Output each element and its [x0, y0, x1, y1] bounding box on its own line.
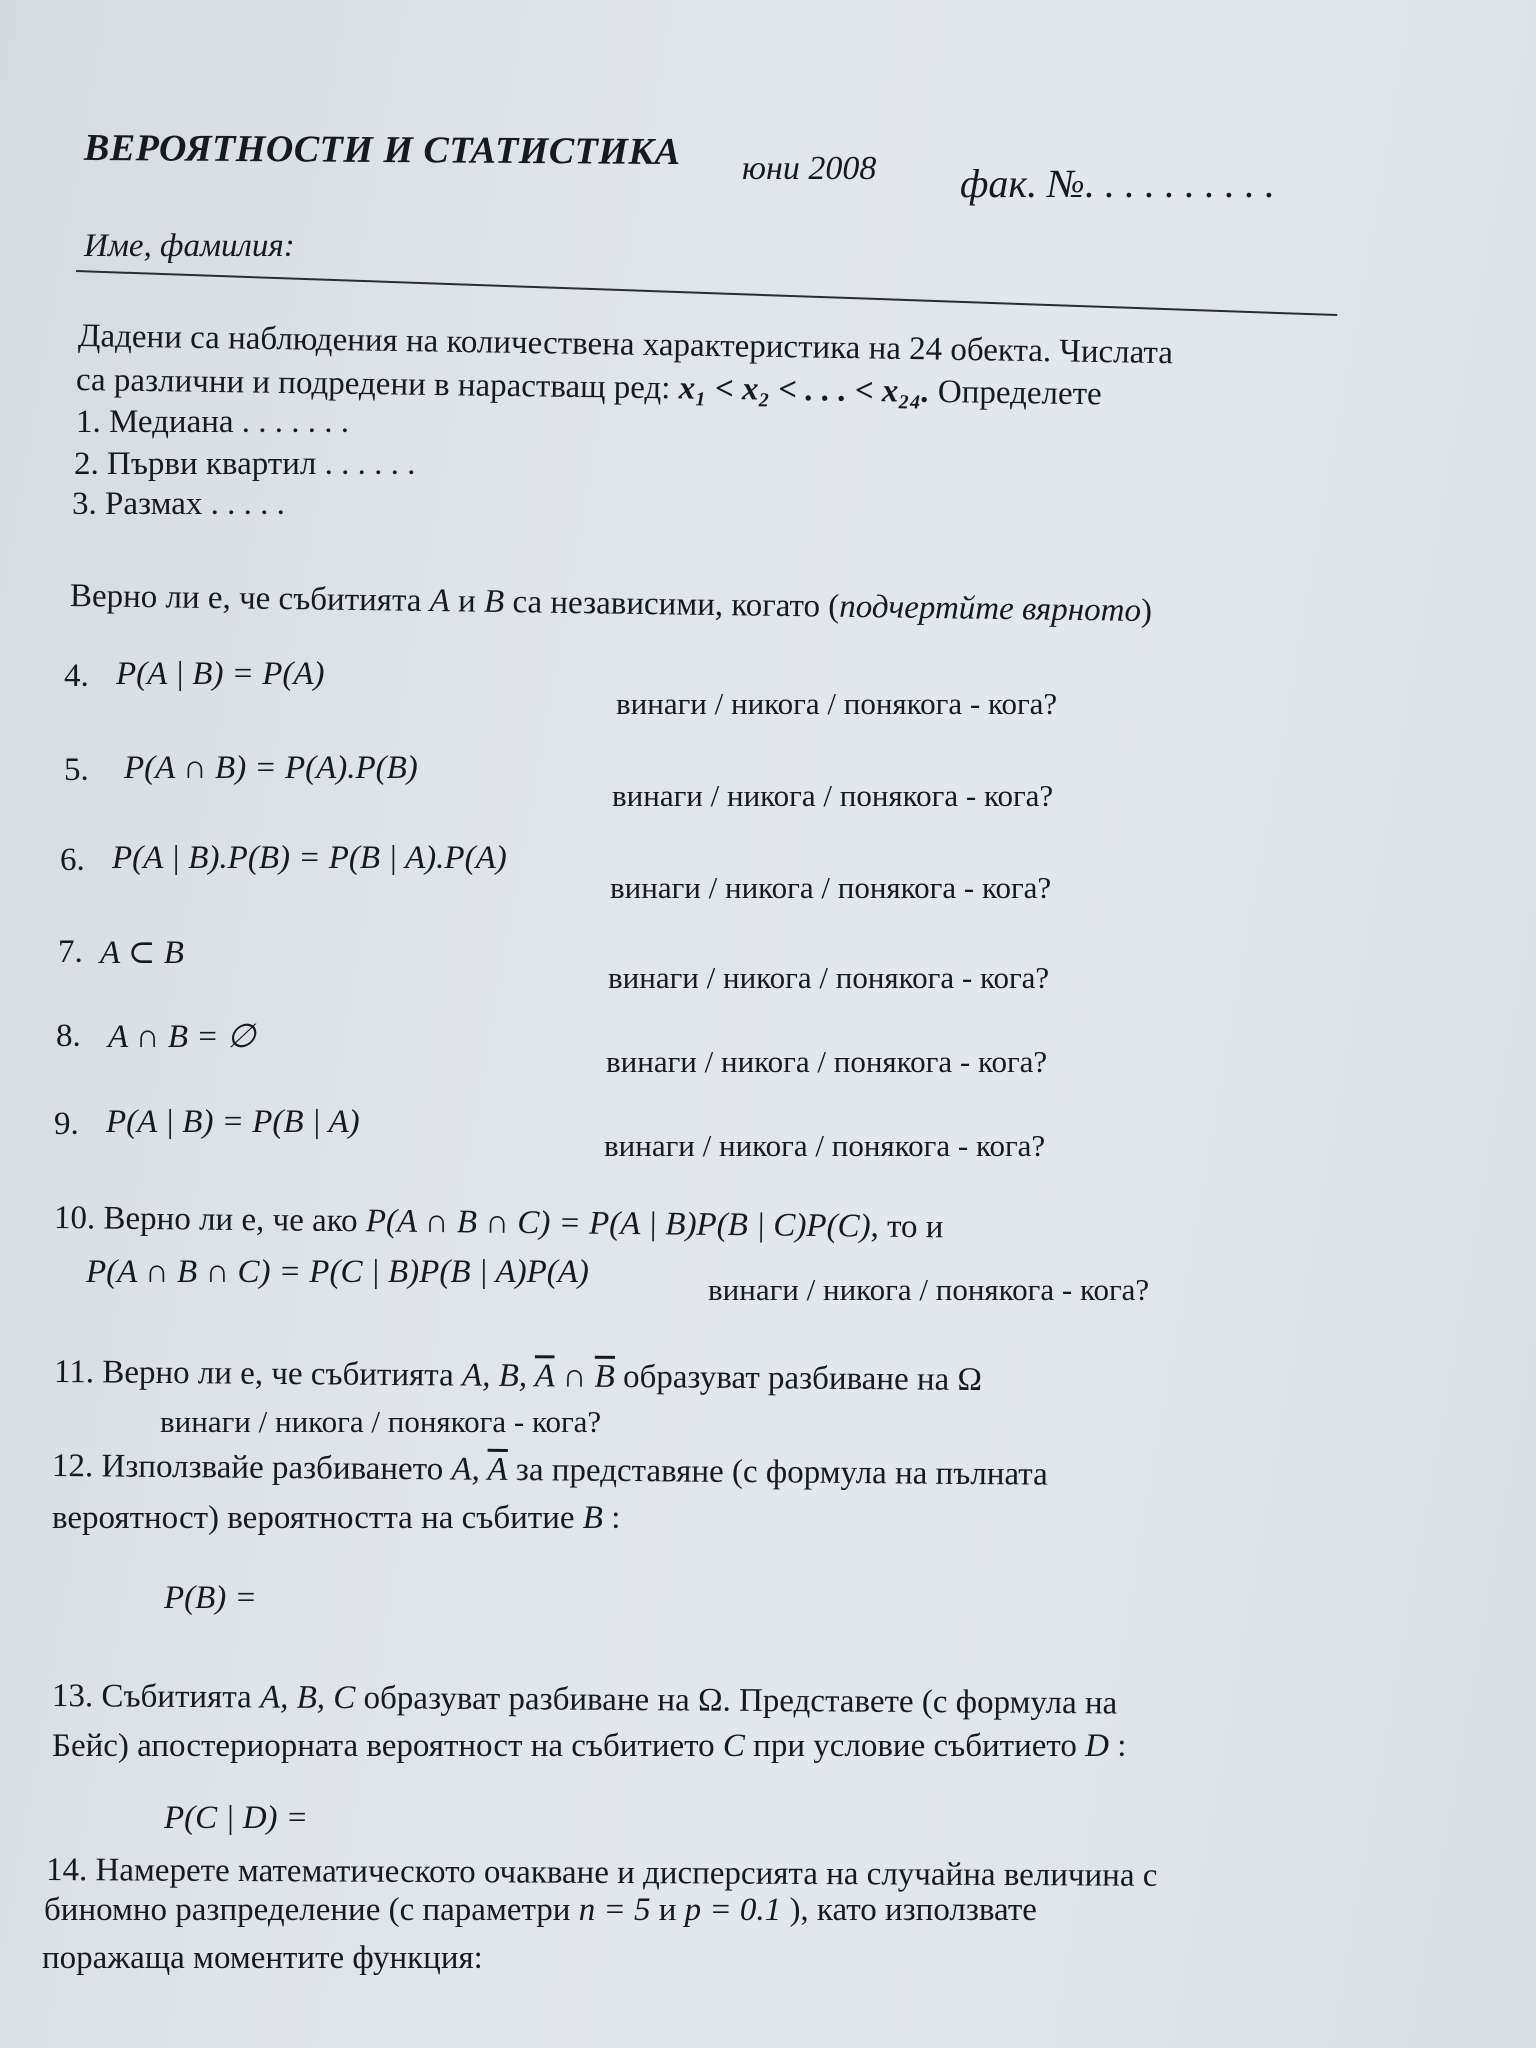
item-7-number: 7.	[58, 934, 83, 970]
question-14-line-2	[44, 1892, 1037, 1929]
question-12-text-2: вероятност) вероятността на събитие	[52, 1500, 583, 1536]
name-underline	[76, 270, 1337, 316]
item-7-options: винаги / никога / понякога - кога?	[608, 960, 1050, 995]
item-6-number: 6.	[60, 842, 85, 878]
question-3-range: 3. Размах . . . . .	[72, 486, 285, 522]
item-4-formula: P(A | B) = P(A)	[116, 656, 325, 692]
question-11-options: винаги / никога / понякога - кога?	[160, 1404, 602, 1439]
question-13-events: A, B, C	[259, 1679, 356, 1717]
item-4-number: 4.	[64, 658, 89, 694]
question-14-text-end: ), като използвате	[781, 1892, 1037, 1928]
question-11-events: A, B,	[461, 1357, 535, 1395]
question-13-partition-text: образуват разбиване на	[355, 1680, 699, 1719]
event-d: D	[1085, 1728, 1109, 1764]
question-14-text: биномно разпределение (с параметри	[44, 1892, 579, 1928]
independence-text: Верно ли е, че събитията	[69, 578, 430, 620]
question-11-partition-text: образуват разбиване на	[614, 1358, 958, 1398]
question-1-median: 1. Медиана . . . . . . .	[76, 404, 350, 440]
omega-symbol: Ω	[957, 1361, 983, 1399]
question-12-text-end: за представяне (с формула на пълната	[507, 1451, 1048, 1493]
question-13-condition-text: при условие събитието	[744, 1728, 1086, 1764]
intro-line-1: Дадени са наблюдения на количествена характеристика на 24 обекта. Числата	[77, 318, 1174, 372]
omega-symbol: Ω	[697, 1682, 723, 1719]
independence-text-middle: са независими, когато (	[503, 584, 840, 625]
question-10-options: винаги / никога / понякога - кога?	[708, 1272, 1150, 1307]
and-word: и	[650, 1892, 685, 1928]
question-11-text: 11. Верно ли е, че събитията	[53, 1354, 463, 1394]
complement-a: $\overline{A}$	[534, 1358, 555, 1395]
exam-title: ВЕРОЯТНОСТИ И СТАТИСТИКА	[83, 126, 681, 174]
and-word: и	[449, 583, 485, 620]
question-2-first-quartile: 2. Първи квартил . . . . . .	[74, 446, 416, 482]
independence-question	[70, 578, 1152, 630]
question-12-line-1	[52, 1448, 1048, 1494]
question-10-text: 10. Верно ли е, че ако	[53, 1200, 367, 1240]
question-12-line-2	[52, 1500, 620, 1537]
exam-date: юни 2008	[742, 150, 877, 187]
question-14-line-3: поражаща моментите функция:	[42, 1940, 483, 1976]
item-5-formula: P(A ∩ B) = P(A).P(B)	[124, 750, 418, 786]
question-13-text-2: Бейс) апостериорната вероятност на събитието	[52, 1728, 723, 1764]
observation-sequence: x₁ < x₂ < . . . < x₂₄.	[678, 370, 930, 410]
event-a: A,	[451, 1451, 488, 1488]
item-6-options: винаги / никога / понякога - кога?	[610, 870, 1052, 905]
item-8-options: винаги / никога / понякога - кога?	[606, 1044, 1048, 1079]
item-9-formula: P(A | B) = P(B | A)	[106, 1104, 360, 1140]
colon: :	[1108, 1728, 1127, 1764]
question-10-formula-1: P(A ∩ B ∩ C) = P(A | B)P(B | C)P(C)	[365, 1203, 871, 1245]
faculty-number-field: фак. №. . . . . . . . . .	[960, 161, 1275, 206]
complement-b: $\overline{B}$	[594, 1358, 615, 1395]
question-10-to-i: , то и	[870, 1208, 944, 1246]
intersection-symbol: ∩	[554, 1358, 595, 1395]
item-7-formula: A ⊂ B	[100, 935, 184, 971]
question-11-line-1	[54, 1354, 982, 1399]
question-12-answer-formula: P(B) =	[164, 1580, 257, 1616]
question-14-line-1: 14. Намерете математическото очакване и дисперсията на случайна величина с	[45, 1852, 1158, 1894]
item-8-formula: A ∩ B = ∅	[108, 1019, 256, 1055]
colon: :	[602, 1500, 621, 1536]
item-4-options: винаги / никога / понякога - кога?	[616, 686, 1058, 721]
intro-determine: Определете	[929, 373, 1102, 413]
event-b: B	[483, 583, 505, 621]
event-c: C	[722, 1728, 745, 1764]
item-5-number: 5.	[64, 752, 89, 788]
question-12-text: 12. Използвайе разбиването	[51, 1448, 452, 1488]
question-13-text: 13. Събитията	[51, 1678, 261, 1716]
event-b: B	[582, 1500, 603, 1536]
complement-a: $\overline{A}$	[487, 1451, 508, 1488]
question-13-line-2	[52, 1728, 1126, 1765]
question-10-line-1	[54, 1200, 944, 1246]
item-8-number: 8.	[56, 1018, 81, 1054]
intro-text: са различни и подредени в нарастващ ред:	[75, 362, 679, 407]
closing-paren: )	[1140, 592, 1153, 630]
param-n: n = 5	[578, 1892, 651, 1928]
item-6-formula: P(A | B).P(B) = P(B | A).P(A)	[112, 840, 507, 876]
item-5-options: винаги / никога / понякога - кога?	[612, 778, 1054, 813]
item-9-options: винаги / никога / понякога - кога?	[604, 1128, 1046, 1163]
item-9-number: 9.	[54, 1106, 79, 1142]
event-a: A	[429, 583, 451, 620]
question-10-formula-2: P(A ∩ B ∩ C) = P(C | B)P(B | A)P(A)	[86, 1254, 589, 1290]
question-13-answer-formula: P(C | D) =	[164, 1800, 309, 1836]
underline-hint: подчертйте вярното	[839, 588, 1142, 629]
question-13-line-1	[52, 1678, 1117, 1722]
question-13-text-end: . Представете (с формула на	[722, 1682, 1118, 1722]
param-p: p = 0.1	[684, 1892, 782, 1928]
name-field-label: Име, фамилия:	[84, 228, 295, 264]
